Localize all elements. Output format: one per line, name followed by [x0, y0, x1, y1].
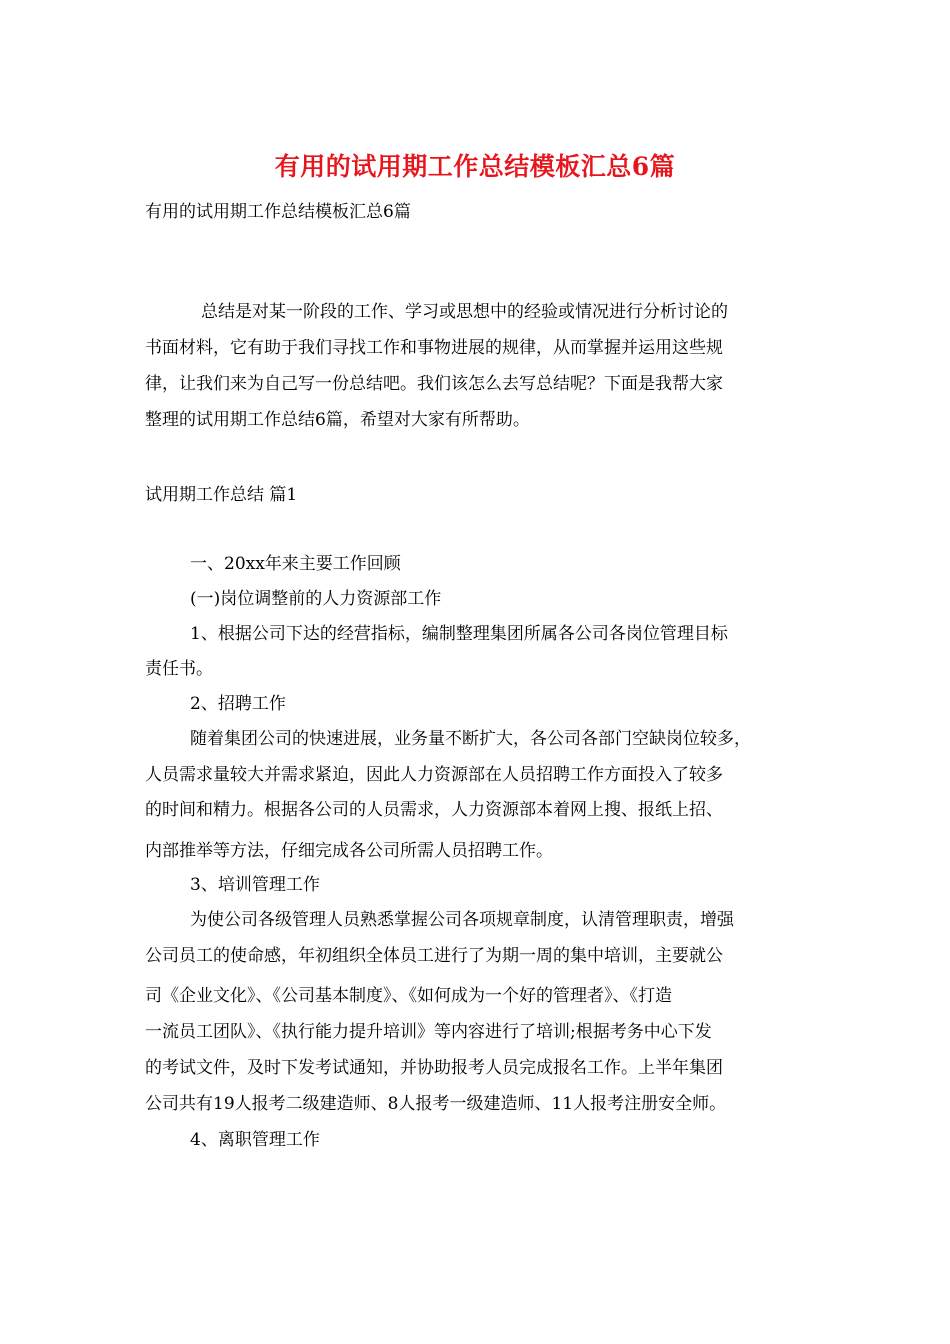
- document-title: 有用的试用期工作总结模板汇总6篇: [274, 152, 676, 181]
- body-line: 2、招聘工作: [190, 694, 286, 714]
- document-subtitle: 有用的试用期工作总结模板汇总6篇: [145, 202, 411, 222]
- body-line: 司《企业文化》、《公司基本制度》、《如何成为一个好的管理者》、《打造: [145, 986, 672, 1006]
- body-line: 公司员工的使命感，年初组织全体员工进行了为期一周的集中培训，主要就公: [145, 946, 723, 966]
- body-line: 责任书。: [145, 659, 213, 679]
- body-line: 内部推举等方法，仔细完成各公司所需人员招聘工作。: [145, 841, 553, 861]
- section-heading: 试用期工作总结 篇1: [145, 485, 298, 505]
- body-line: 一流员工团队》、《执行能力提升培训》等内容进行了培训;根据考务中心下发: [145, 1022, 712, 1042]
- body-line: 随着集团公司的快速进展，业务量不断扩大，各公司各部门空缺岗位较多，: [190, 729, 751, 749]
- body-line: 的考试文件，及时下发考试通知，并协助报考人员完成报名工作。上半年集团: [145, 1058, 723, 1078]
- body-line: 一、20xx年来主要工作回顾: [190, 554, 401, 574]
- body-line: 公司共有19人报考二级建造师、8人报考一级建造师、11人报考注册安全师。: [145, 1094, 727, 1114]
- body-line: 的时间和精力。根据各公司的人员需求，人力资源部本着网上搜、报纸上招、: [145, 800, 723, 820]
- body-line: (一)岗位调整前的人力资源部工作: [190, 589, 442, 609]
- intro-line: 总结是对某一阶段的工作、学习或思想中的经验或情况进行分析讨论的: [201, 302, 728, 322]
- body-line: 3、培训管理工作: [190, 875, 320, 895]
- body-line: 人员需求量较大并需求紧迫，因此人力资源部在人员招聘工作方面投入了较多: [145, 765, 723, 785]
- body-line: 为使公司各级管理人员熟悉掌握公司各项规章制度，认清管理职责，增强: [190, 910, 734, 930]
- intro-line: 律，让我们来为自己写一份总结吧。我们该怎么去写总结呢？下面是我帮大家: [145, 374, 723, 394]
- intro-line: 书面材料，它有助于我们寻找工作和事物进展的规律，从而掌握并运用这些规: [145, 338, 723, 358]
- intro-line: 整理的试用期工作总结6篇，希望对大家有所帮助。: [145, 410, 530, 430]
- body-line: 1、根据公司下达的经营指标，编制整理集团所属各公司各岗位管理目标: [190, 624, 728, 644]
- body-line: 4、离职管理工作: [190, 1130, 320, 1150]
